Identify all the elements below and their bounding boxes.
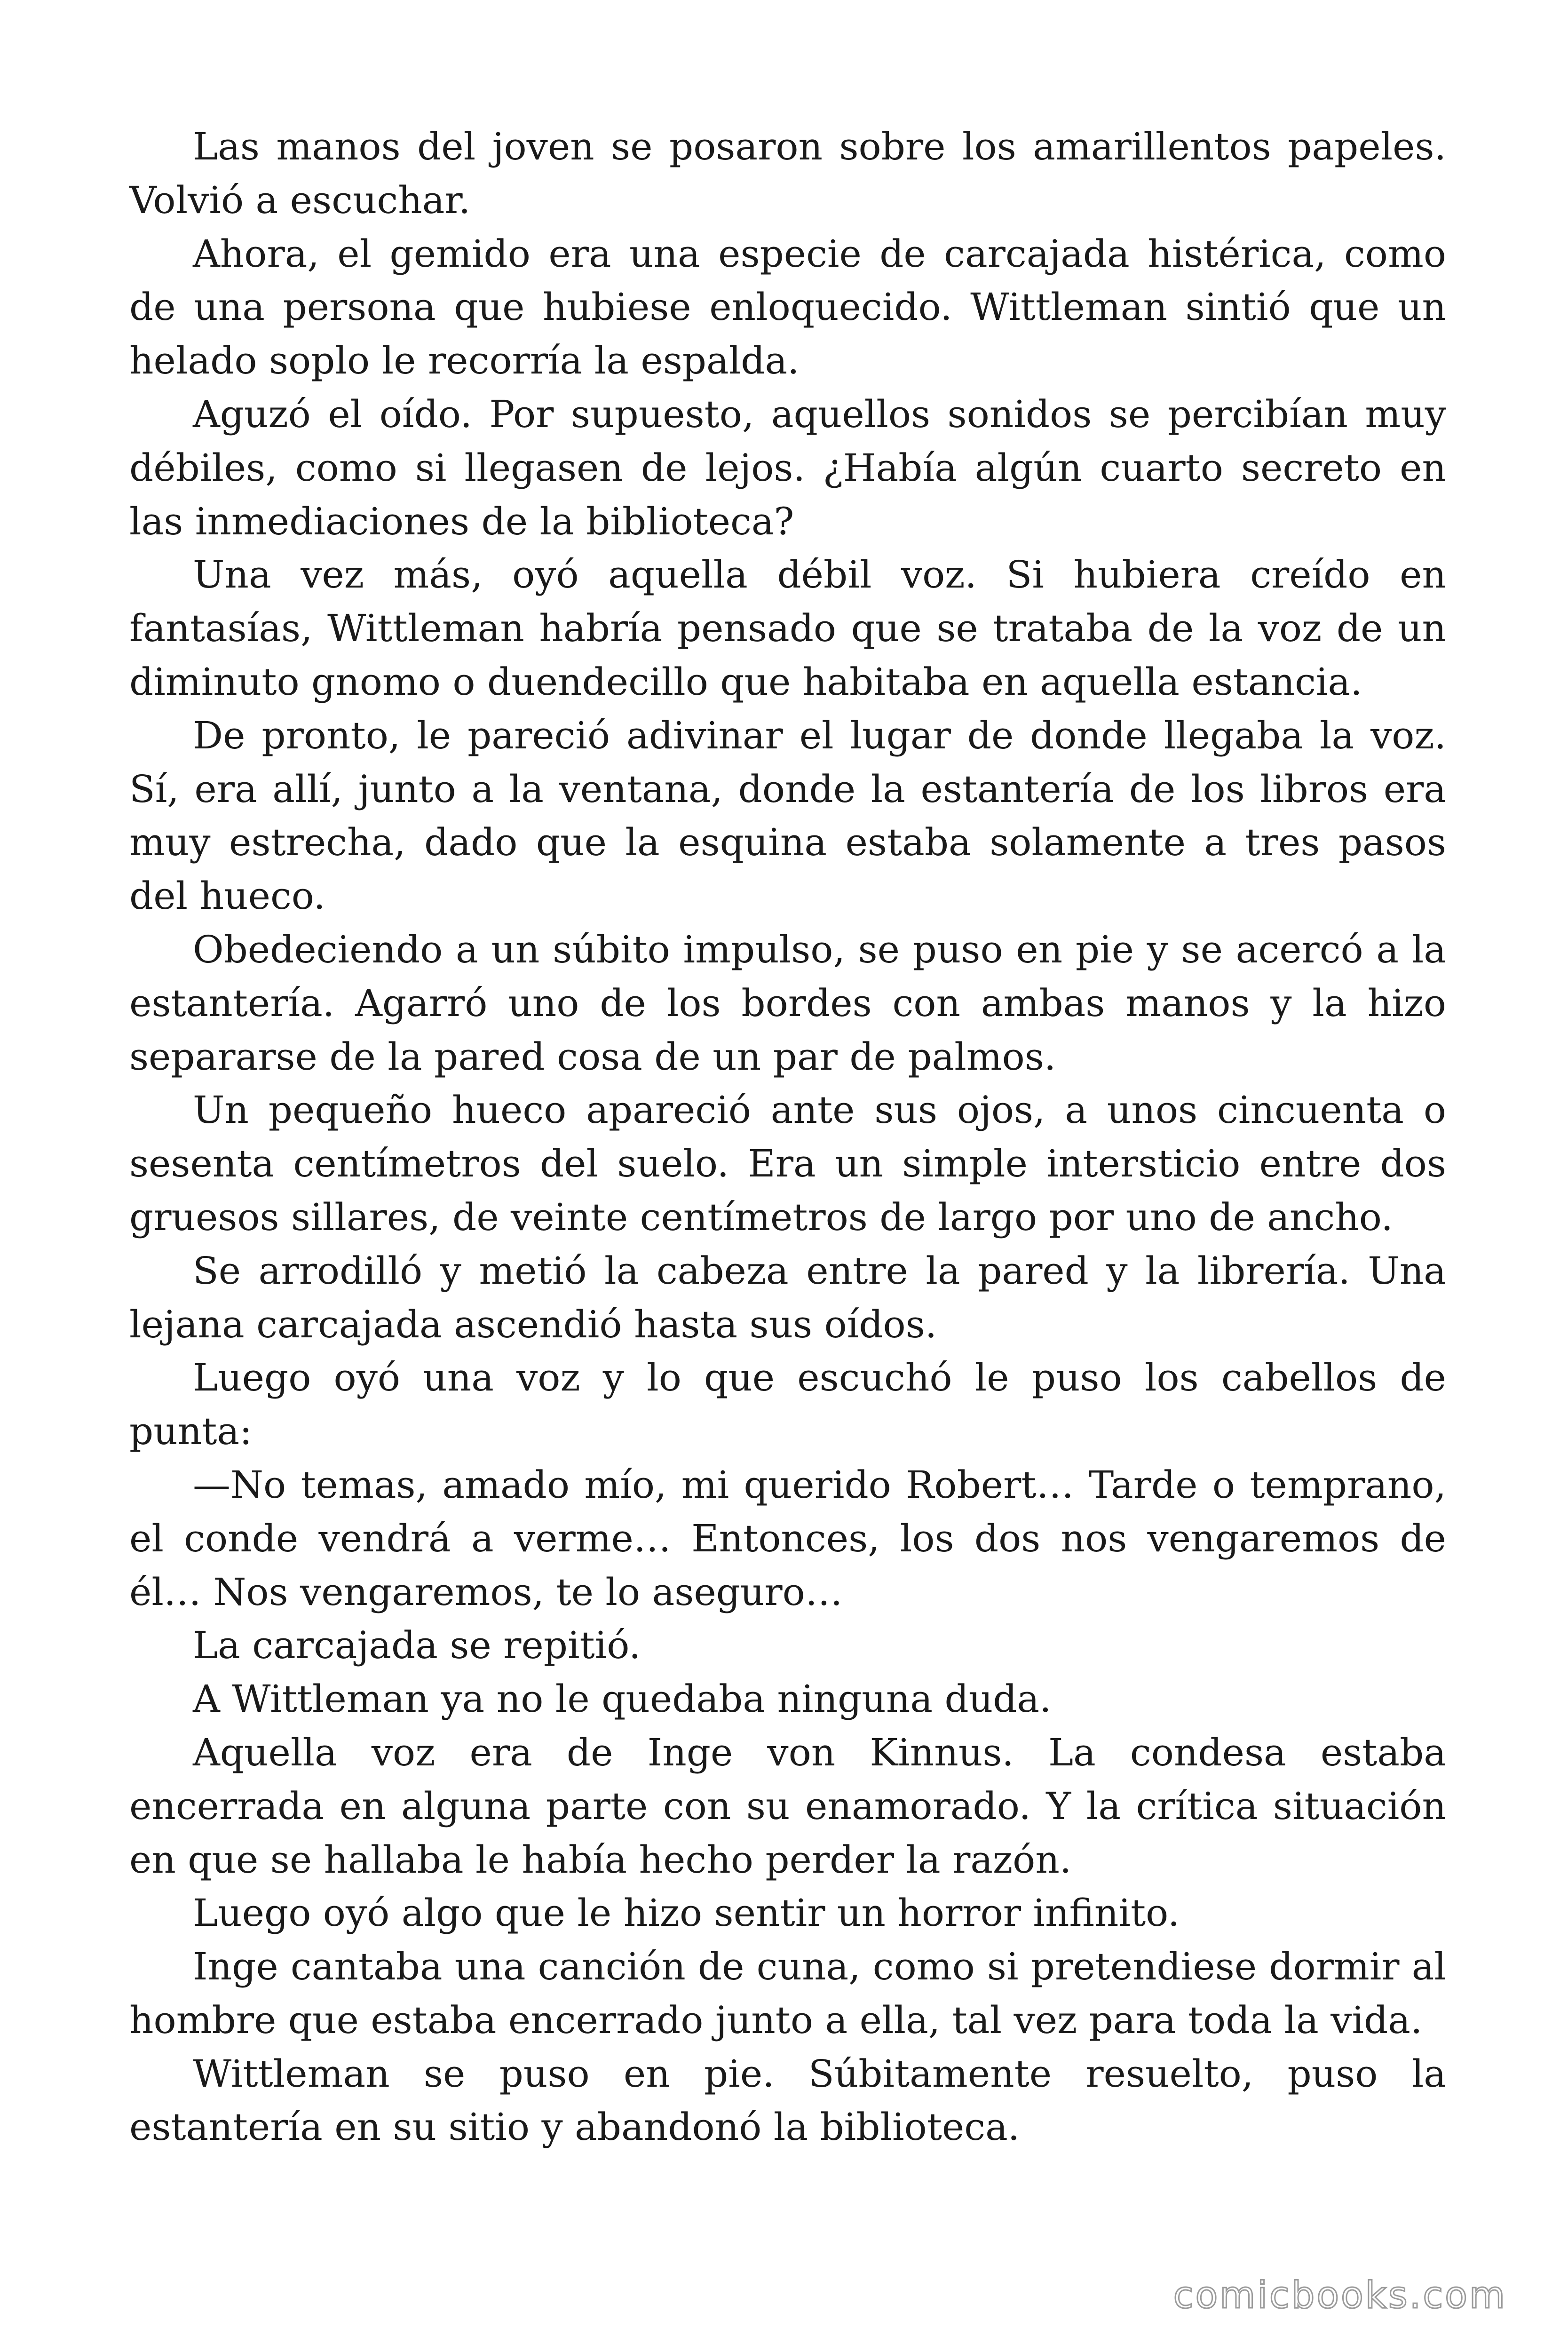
paragraph: Se arrodilló y metió la cabeza entre la pared y la librería. Una lejana carcajada ascendió hasta sus oídos. — [129, 1248, 1446, 1346]
paragraph: Luego oyó una voz y lo que escuchó le puso los cabellos de punta: — [129, 1356, 1446, 1454]
paragraph: A Wittleman ya no le quedaba ninguna duda. — [193, 1677, 1052, 1721]
paragraph: Luego oyó algo que le hizo sentir un horror infinito. — [193, 1891, 1180, 1935]
paragraph: De pronto, le pareció adivinar el lugar de donde llegaba la voz. Sí, era allí, junto a la ventana, donde la estantería de los libros era muy estrecha, dado que la esquina estaba solamente a tres pasos del hueco. — [129, 713, 1446, 918]
paragraph: Una vez más, oyó aquella débil voz. Si hubiera creído en fantasías, Wittleman habría pensado que se trataba de la voz de un diminuto gnomo o duendecillo que habitaba en aquella estancia. — [129, 553, 1446, 704]
paragraph: La carcajada se repitió. — [193, 1623, 641, 1668]
paragraph: —No temas, amado mío, mi querido Robert… Tarde o temprano, el conde vendrá a verme… Entonces, los dos nos vengaremos de él… Nos vengaremos, te lo aseguro… — [129, 1462, 1446, 1614]
paragraph: Las manos del joven se posaron sobre los amarillentos papeles. Volvió a escuchar. — [129, 125, 1446, 222]
paragraph: Inge cantaba una canción de cuna, como si pretendiese dormir al hombre que estaba encerrado junto a ella, tal vez para toda la vida. — [129, 1945, 1446, 2042]
paragraph: Aguzó el oído. Por supuesto, aquellos sonidos se percibían muy débiles, como si llegasen de lejos. ¿Había algún cuarto secreto en las inmediaciones de la biblioteca? — [129, 392, 1446, 543]
paragraph: Wittleman se puso en pie. Súbitamente resuelto, puso la estantería en su sitio y abandonó la biblioteca. — [129, 2051, 1446, 2149]
watermark: comicbooks.com — [1173, 2274, 1507, 2317]
paragraph: Obedeciendo a un súbito impulso, se puso en pie y se acercó a la estantería. Agarró uno de los bordes con ambas manos y la hizo separarse de la pared cosa de un par de palmos. — [129, 927, 1446, 1079]
paragraph: Un pequeño hueco apareció ante sus ojos, a unos cincuenta o sesenta centímetros del suelo. Era un simple intersticio entre dos gruesos sillares, de veinte centímetros de largo por uno de ancho. — [129, 1088, 1446, 1239]
book-page-text — [129, 120, 1446, 2154]
paragraph: Aquella voz era de Inge von Kinnus. La condesa estaba encerrada en alguna parte con su enamorado. Y la crítica situación en que se hallaba le había hecho perder la razón. — [129, 1730, 1446, 1882]
paragraph: Ahora, el gemido era una especie de carcajada histérica, como de una persona que hubiese enloquecido. Wittleman sintió que un helado soplo le recorría la espalda. — [129, 231, 1446, 383]
